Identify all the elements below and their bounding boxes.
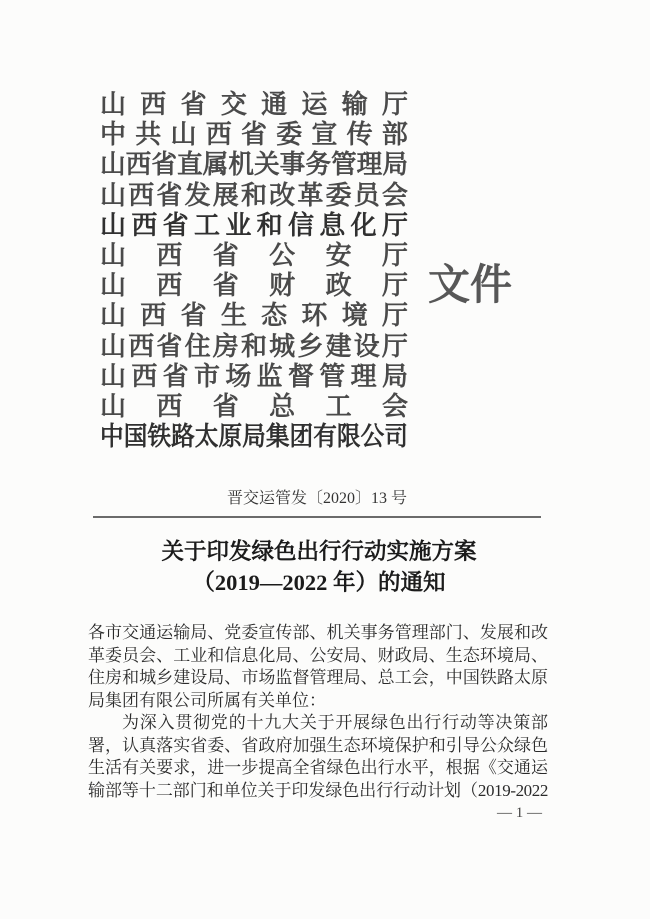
agency-char: 安: [325, 240, 352, 270]
agency-char: 宣: [311, 120, 338, 150]
agency-char: 工: [325, 391, 352, 421]
agency-char: 省: [240, 120, 267, 150]
agency-char: 场: [225, 361, 252, 391]
agency-char: 西: [156, 391, 183, 421]
salutation-line: 各市交通运输局、党委宣传部、机关事务管理部门、发展和改: [88, 623, 548, 642]
issuing-agency: [100, 150, 408, 180]
agency-char: 和: [240, 331, 267, 361]
agency-char: 财: [269, 271, 296, 301]
title-line-2: （2019—2022 年）的通知: [192, 570, 446, 595]
agency-char: 中: [100, 422, 124, 452]
agency-char: 建: [325, 331, 352, 361]
agency-char: 省: [180, 90, 207, 119]
agency-char: 限: [336, 422, 361, 452]
agency-char: 传: [346, 120, 373, 150]
agency-char: 委: [276, 120, 303, 150]
agency-char: 省: [212, 391, 239, 421]
issuing-agency: [100, 301, 408, 331]
agency-char: 设: [353, 331, 380, 361]
document-body: [88, 622, 548, 802]
agency-char: 局: [382, 150, 409, 180]
agency-char: 西: [140, 301, 167, 331]
agency-char: 和: [256, 210, 283, 240]
agency-char: 厅: [381, 240, 408, 270]
agency-char: 厅: [381, 301, 408, 331]
agency-char: 团: [289, 422, 314, 452]
agency-char: 交: [220, 90, 247, 119]
agency-char: 发: [184, 180, 211, 210]
agency-char: 态: [261, 301, 288, 331]
issuing-agency: [100, 181, 408, 211]
agency-char: 监: [256, 361, 283, 391]
issuing-agency: [100, 241, 408, 271]
agency-char: 运: [301, 90, 328, 119]
agency-char: 政: [325, 271, 352, 301]
page-number: — 1 —: [497, 805, 542, 821]
agency-char: 厅: [381, 210, 408, 240]
agency-char: 住: [184, 331, 211, 361]
issuing-agency: [100, 120, 408, 150]
agency-char: 会: [381, 391, 408, 421]
agency-char: 省: [212, 240, 239, 270]
agency-char: 西: [156, 271, 183, 301]
paragraph-line: 输部等十二部门和单位关于印发绿色出行行动计划（2019-2022: [88, 780, 548, 800]
document-number: 晋交运管发〔2020〕13 号: [226, 490, 407, 507]
agency-char: 城: [269, 331, 296, 361]
agency-char: 省: [151, 150, 178, 180]
agency-char: 市: [193, 361, 220, 391]
agency-char: 西: [205, 120, 232, 150]
agency-char: 山: [100, 180, 127, 210]
title-line-1: 关于印发绿色出行行动实施方案: [161, 539, 477, 564]
agency-char: 改: [269, 180, 296, 210]
issuing-agency: [100, 332, 408, 362]
agency-char: 铁: [147, 422, 172, 452]
document-label: 文件: [428, 263, 513, 309]
agency-char: 山: [100, 150, 126, 180]
agency-char: 西: [128, 331, 155, 361]
agency-char: 省: [180, 301, 207, 331]
issuing-agency: [100, 362, 408, 392]
agency-char: 中: [100, 120, 127, 150]
agency-char: 革: [297, 180, 324, 210]
issuing-agency: [100, 211, 408, 241]
paragraph-line: 为深入贯彻党的十九大关于开展绿色出行行动等决策部: [122, 713, 548, 732]
agency-char: 展: [212, 180, 239, 210]
agency-char: 国: [123, 422, 148, 452]
agency-char: 路: [171, 422, 195, 452]
agency-char: 息: [319, 210, 346, 240]
agency-char: 机: [228, 150, 255, 180]
agency-char: 省: [162, 361, 189, 391]
agency-char: 和: [240, 180, 267, 210]
agency-char: 房: [212, 331, 239, 361]
agency-char: 委: [325, 180, 352, 210]
agency-char: 西: [131, 361, 158, 391]
agency-char: 通: [261, 90, 288, 119]
agency-char: 管: [331, 150, 357, 180]
salutation-line: 革委员会、工业和信息化局、公安局、财政局、生态环境局、: [88, 645, 548, 665]
agency-char: 省: [162, 210, 189, 240]
agency-char: 有: [313, 422, 337, 452]
agency-char: 公: [360, 422, 385, 452]
header-divider: [93, 516, 541, 518]
agency-char: 山: [100, 240, 127, 270]
agency-char: 总: [269, 391, 296, 421]
agency-char: 境: [341, 301, 368, 331]
agency-char: 山: [170, 120, 197, 150]
agency-char: 山: [100, 301, 127, 331]
agency-char: 共: [135, 120, 162, 150]
agency-char: 山: [100, 210, 127, 240]
agency-char: 西: [140, 90, 167, 119]
agency-char: 厅: [381, 271, 408, 301]
agency-char: 事: [279, 150, 306, 180]
agency-char: 司: [384, 422, 409, 452]
agency-char: 局: [381, 361, 408, 391]
agency-char: 省: [212, 271, 239, 301]
agency-char: 管: [319, 361, 346, 391]
salutation-line: 住房和城乡建设局、市场监督管理局、总工会，中国铁路太原: [88, 668, 548, 687]
agency-char: 员: [353, 180, 380, 210]
paragraph-line: 生活有关要求，进一步提高全省绿色出行水平，根据《交通运: [88, 758, 548, 777]
agency-char: 理: [356, 150, 383, 180]
document-title: [119, 536, 519, 598]
salutation-line: 局集团有限公司所属有关单位：: [88, 690, 326, 710]
agency-char: 环: [301, 301, 328, 331]
agency-char: 务: [305, 150, 332, 180]
issuing-agency: [100, 392, 408, 422]
agency-char: 工: [193, 210, 220, 240]
agency-char: 西: [128, 180, 155, 210]
agency-char: 乡: [297, 331, 324, 361]
agency-char: 集: [265, 422, 290, 452]
paragraph-line: 署，认真落实省委、省政府加强生态环境保护和引导公众绿色: [88, 735, 548, 755]
agency-char: 部: [381, 120, 408, 150]
agency-char: 厅: [381, 331, 408, 361]
agency-char: 山: [100, 271, 127, 301]
agency-char: 信: [287, 210, 314, 240]
agency-char: 会: [381, 180, 408, 210]
issuing-agency: [100, 422, 408, 452]
agency-char: 太: [194, 422, 219, 452]
agency-char: 输: [341, 90, 368, 119]
agency-char: 省: [156, 180, 183, 210]
agency-char: 关: [254, 150, 280, 180]
agency-char: 山: [100, 391, 127, 421]
agency-char: 省: [156, 331, 183, 361]
issuing-agency: [100, 90, 408, 120]
agency-char: 直: [177, 150, 203, 180]
agency-char: 局: [242, 422, 266, 452]
agency-char: 业: [225, 210, 252, 240]
agency-char: 西: [131, 210, 158, 240]
agency-char: 理: [350, 361, 377, 391]
agency-char: 原: [218, 422, 243, 452]
agency-char: 山: [100, 331, 127, 361]
agency-char: 西: [125, 150, 152, 180]
agency-char: 属: [202, 150, 229, 180]
agency-char: 山: [100, 361, 127, 391]
agency-char: 督: [287, 361, 314, 391]
agency-char: 公: [269, 240, 296, 270]
agency-char: 西: [156, 240, 183, 270]
issuing-agencies: [100, 90, 408, 452]
agency-char: 厅: [381, 90, 408, 119]
agency-char: 生: [220, 301, 247, 331]
agency-char: 山: [100, 90, 127, 119]
issuing-agency: [100, 271, 408, 301]
agency-char: 化: [350, 210, 377, 240]
